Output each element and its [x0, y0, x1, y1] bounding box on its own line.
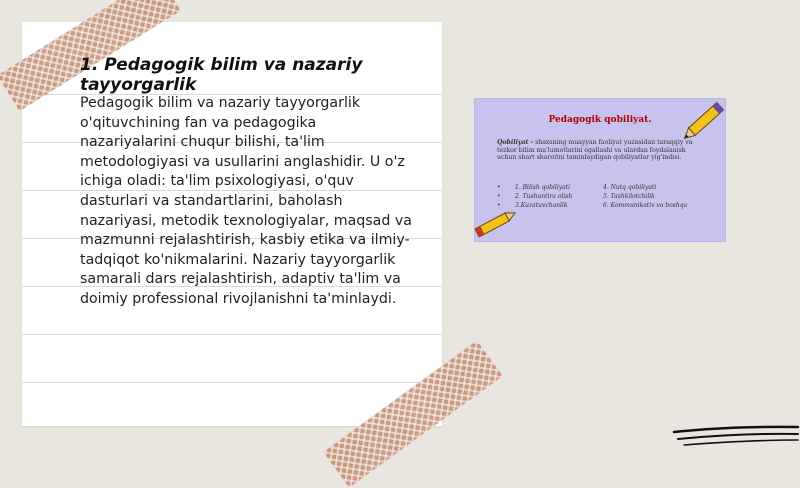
crayon-icon: [469, 207, 521, 241]
definition-text: shaxsning muayyan faoliyat yuzasidan taraqqiy va tezkor bilim ma'lumotlarini egallashi va ulardan foydalanish uchun shart sharoitni taminlaydigan qobiliyatlar yig'indisi.: [497, 139, 693, 162]
list-item-left: 1. Bilish qobiliyati: [515, 184, 570, 191]
embedded-slide-definition: [497, 139, 697, 162]
pencil-icon: [681, 97, 725, 149]
paper-rule-line: [22, 382, 442, 383]
list-item: • 3.Kuzatuvchanlik 6. Kommunikativ va boshqa: [497, 202, 688, 209]
brush-strokes-decoration: [670, 420, 800, 450]
slide-body-text: Pedagogik bilim va nazariy tayyorgarlik o'qituvchining fan va pedagogika nazariyalarini chuqur bilishi, ta'lim metodologiyasi va usullarini anglashidir. U o'z ichiga oladi: ta'lim psixologiyasi, o'quv dasturlari va standartlarini, baholash nazariyasi, metodik texnologiyalar, maqsad va mazmunni rejalashtirish, kasbiy etika va ilmiy-tadqiqot ko'nikmalarini. Nazariy tayyorgarlik samarali dars rejalashtirish, adaptiv ta'lim va doimiy professional rivojlanishni ta'minlaydi.: [80, 95, 412, 307]
list-item-left: 2. Tushuntira olish: [515, 193, 573, 200]
paper-rule-line: [22, 334, 442, 335]
embedded-slide-list: [497, 183, 707, 210]
definition-term: Qobiliyat -: [497, 139, 534, 146]
list-item: • 2. Tushuntira olish 5. Tashkilotchilik: [497, 193, 655, 200]
list-item-left: 3.Kuzatuvchanlik: [515, 202, 568, 209]
list-item-right: 4. Nutq qobiliyati: [603, 184, 657, 191]
embedded-slide-image: [474, 98, 726, 242]
list-item-right: 5. Tashkilotchilik: [603, 193, 655, 200]
slide-title: 1. Pedagogik bilim va nazariy tayyorgarlik: [80, 55, 363, 95]
embedded-slide-title: Pedagogik qobiliyat.: [548, 115, 652, 125]
list-item-right: 6. Kommunikativ va boshqa: [603, 202, 688, 209]
list-item: • 1. Bilish qobiliyati 4. Nutq qobiliyati: [497, 184, 657, 191]
